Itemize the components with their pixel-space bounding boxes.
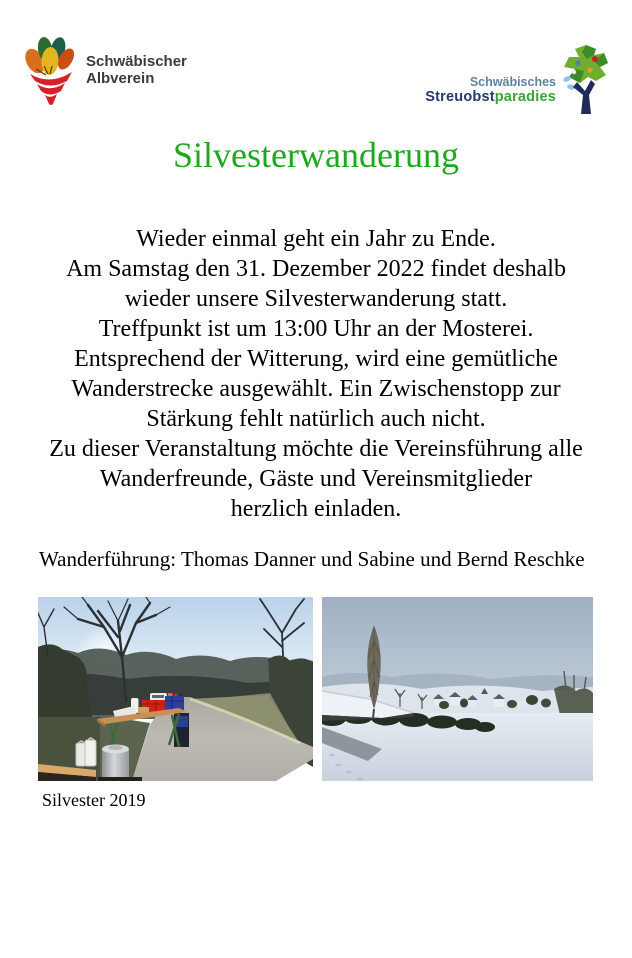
- body-line: Wanderstrecke ausgewählt. Ein Zwischenstopp zur: [71, 376, 561, 402]
- streuobst-line2: [425, 90, 556, 105]
- hike-leaders-line: Wanderführung: Thomas Danner und Sabine und Bernd Reschke: [39, 547, 585, 571]
- body-line: Am Samstag den 31. Dezember 2022 findet deshalb: [66, 256, 566, 282]
- photo-winter-dawn-path: [38, 597, 313, 781]
- page-title: Silvesterwanderung: [173, 135, 459, 175]
- leaves-bouquet-with-red-ribbon-icon: [22, 36, 78, 110]
- albverein-logo: [22, 36, 187, 110]
- body-line: Wanderfreunde, Gäste und Vereinsmitglieder: [99, 466, 533, 492]
- photo-snowy-village: [322, 597, 593, 781]
- albverein-logo-text: [86, 53, 187, 87]
- body-line: Treffpunkt ist um 13:00 Uhr an der Mosterei.: [98, 316, 534, 342]
- streuobst-line1: Schwäbisches: [469, 75, 556, 89]
- streuobst-word-part1: Streuobst: [425, 89, 495, 105]
- streuobstparadies-logo-text: [425, 75, 556, 105]
- photo-caption: Silvester 2019: [42, 790, 146, 810]
- body-line: wieder unsere Silvesterwanderung statt.: [124, 286, 508, 312]
- announcement-text: [0, 224, 632, 524]
- streuobst-word-part2: paradies: [494, 89, 556, 105]
- albverein-line1: Schwäbischer: [86, 53, 187, 70]
- streuobstparadies-logo: [425, 42, 610, 116]
- fruit-tree-with-hand-trunk-icon: [560, 42, 610, 116]
- body-line: Wieder einmal geht ein Jahr zu Ende.: [136, 226, 496, 252]
- body-line: Entsprechend der Witterung, wird eine gemütliche: [74, 346, 558, 372]
- body-line: Stärkung fehlt natürlich auch nicht.: [146, 406, 486, 432]
- body-line: herzlich einladen.: [230, 496, 402, 522]
- body-line: Zu dieser Veranstaltung möchte die Vereinsführung alle: [49, 436, 583, 462]
- albverein-line2: Albverein: [86, 70, 155, 87]
